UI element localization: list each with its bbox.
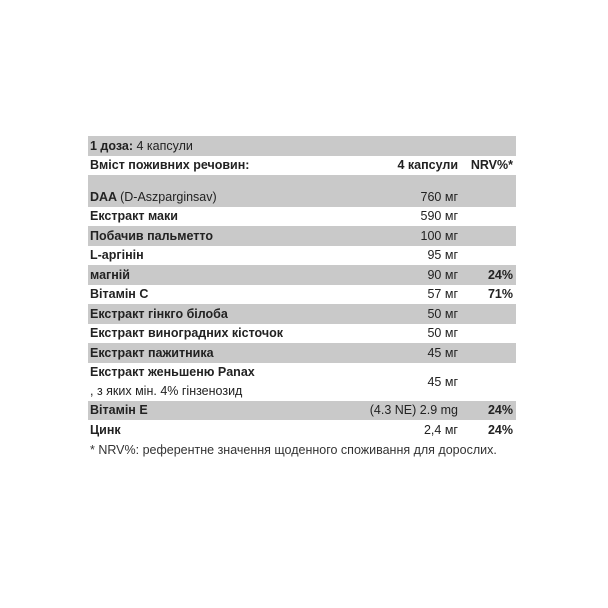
nutrient-name: Побачив пальметто [90,228,213,243]
nutrient-amount: 760 мг [420,189,458,204]
table-row [88,324,516,344]
table-row [88,226,516,246]
nrv-header: NRV%* [470,158,513,173]
dose-row [88,136,516,156]
nutrient-name: DAA (D-Aszparginsav) [90,189,217,204]
table-row [88,401,516,421]
nutrient-amount: 45 мг [427,345,458,360]
content-header: Вміст поживних речовин: [90,158,250,173]
nutrient-nrv: 24% [487,422,513,437]
nutrient-amount: 90 мг [427,267,458,282]
nutrient-name [90,363,255,401]
nutrient-nrv: 24% [487,267,513,282]
nutrient-amount: 590 мг [420,209,458,224]
nutrient-name: L-аргінін [90,248,144,263]
table-row [88,246,516,266]
nutrient-nrv: 71% [487,287,513,302]
dose-label: 1 доза: [90,138,133,153]
nutrient-amount: 100 мг [420,228,458,243]
table-row [88,420,516,440]
nutrient-name-extra: (D-Aszparginsav) [120,189,217,204]
table-row [88,343,516,363]
nutrient-nrv: 24% [487,403,513,418]
nutrient-amount: 45 мг [427,374,458,389]
footnote: * NRV%: референтне значення щоденного споживання для дорослих. [90,443,497,457]
nutrient-amount: 57 мг [427,287,458,302]
dose-value: 4 капсули [136,138,193,153]
table-row [88,187,516,207]
spacer-row [88,175,516,187]
nutrient-name: Екстракт пажитника [90,345,214,360]
nutrient-amount: 50 мг [427,326,458,341]
nutrient-amount: 50 мг [427,306,458,321]
nutrient-name: Вітамін С [90,287,149,302]
nutrient-amount: (4.3 NE) 2.9 mg [369,403,458,418]
nutrient-amount: 95 мг [427,248,458,263]
nutrient-name: Екстракт гінкго білоба [90,306,228,321]
nutrient-name: магній [90,267,130,282]
header-row [88,156,516,176]
table-row [88,304,516,324]
table-row [88,363,516,401]
nutrition-table [88,136,516,440]
amount-header: 4 капсули [397,158,458,173]
dose-text [90,139,193,153]
nutrient-name-line1: Екстракт женьшеню Panax [90,364,255,379]
table-row [88,285,516,305]
nutrient-name: Вітамін Е [90,403,148,418]
nutrient-amount: 2,4 мг [423,422,458,437]
nutrient-name: Цинк [90,422,121,437]
nutrient-name-line2: , з яких мін. 4% гінзенозид [90,383,243,398]
table-row [88,207,516,227]
nutrient-name: Екстракт маки [90,209,178,224]
table-row [88,265,516,285]
nutrient-name: Екстракт виноградних кісточок [90,326,283,341]
